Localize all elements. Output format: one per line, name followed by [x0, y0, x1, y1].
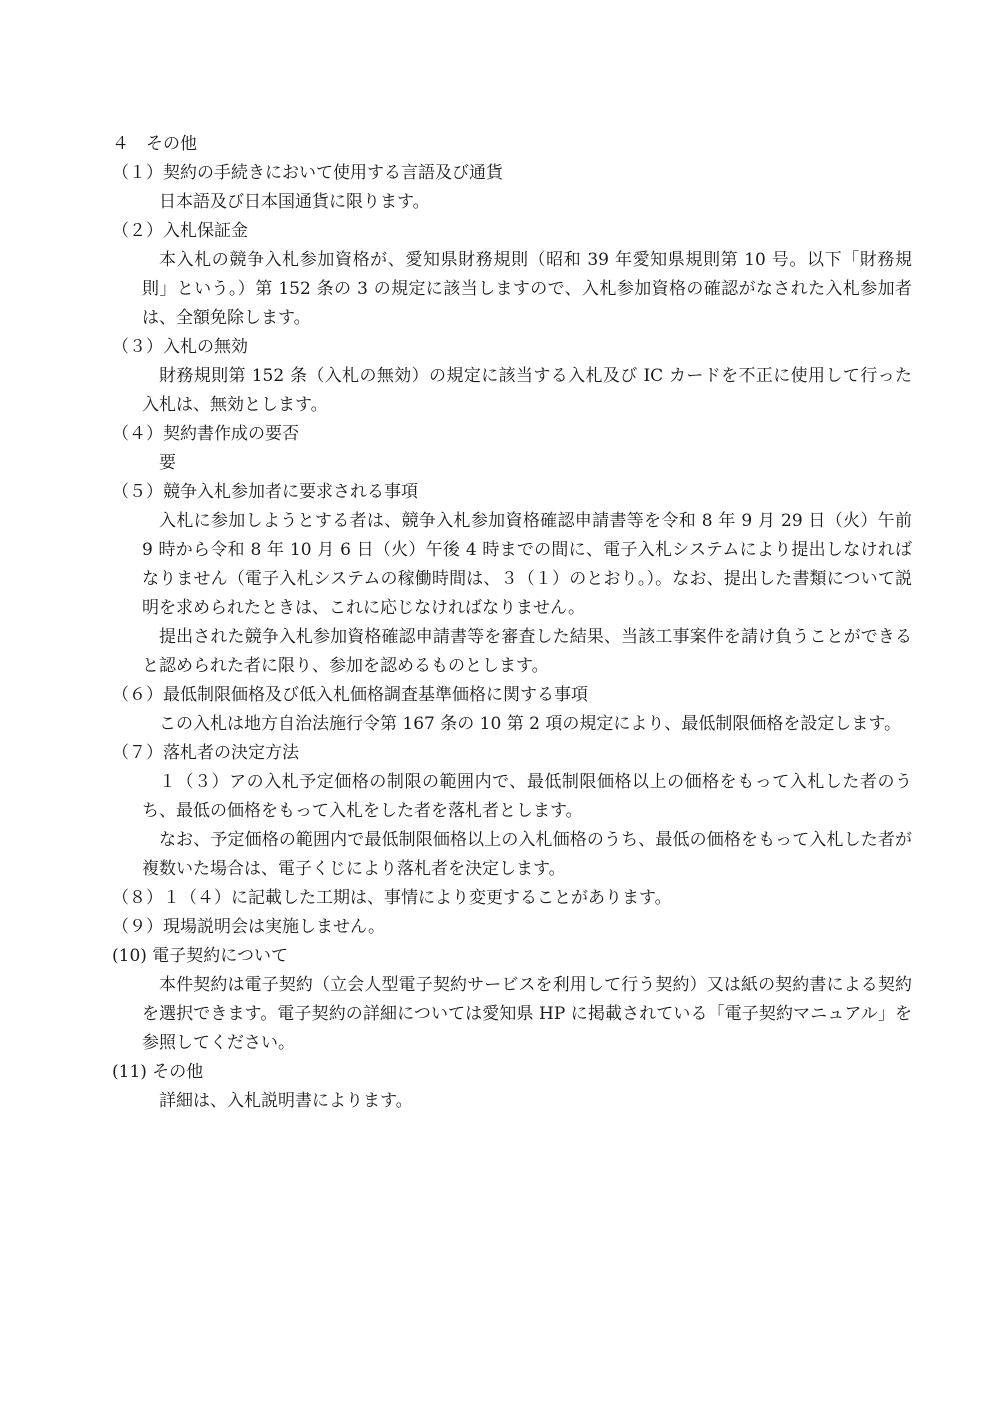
item-3	[112, 333, 912, 420]
item-heading: （６）最低制限価格及び低入札価格調査基準価格に関する事項	[112, 685, 588, 705]
item-heading: （２）入札保証金	[112, 221, 248, 241]
document-body	[112, 130, 912, 1116]
item-paragraph: 財務規則第 152 条（入札の無効）の規定に該当する入札及び IC カードを不正に使用して行った入札は、無効とします。	[142, 366, 912, 415]
item-paragraph: １（３）アの入札予定価格の制限の範囲内で、最低制限価格以上の価格をもって入札した者のうち、最低の価格をもって入札をした者を落札者とします。	[142, 772, 912, 821]
section-title: ４ その他	[112, 134, 197, 154]
item-paragraph: 日本語及び日本国通貨に限ります。	[159, 192, 430, 212]
item-heading: （５）競争入札参加者に要求される事項	[112, 482, 418, 502]
item-paragraph: 本件契約は電子契約（立会人型電子契約サービスを利用して行う契約）又は紙の契約書による契約を選択できます。電子契約の詳細については愛知県 HP に掲載されている「電子契約マニュアル」を参照してください。	[142, 975, 912, 1053]
item-heading: （４）契約書作成の要否	[112, 424, 299, 444]
item-heading: （８）１（４）に記載した工期は、事情により変更することがあります。	[112, 888, 672, 908]
item-paragraph: 入札に参加しようとする者は、競争入札参加資格確認申請書等を令和 8 年 9 月 29 日（火）午前 9 時から令和 8 年 10 月 6 日（火）午後 4 時までの間に、電子入札システムにより提出しなければなりません（電子入札システムの稼働時間は、３（１）のとおり。）。なお、提出した書類について説明を求められたときは、これに応じなければなりません。	[142, 511, 912, 618]
item-9	[112, 913, 912, 942]
item-heading: （９）現場説明会は実施しません。	[112, 917, 386, 937]
item-paragraph: 要	[159, 453, 176, 473]
item-paragraph: 詳細は、入札説明書によります。	[159, 1091, 413, 1111]
item-paragraph: なお、予定価格の範囲内で最低制限価格以上の入札価格のうち、最低の価格をもって入札した者が複数いた場合は、電子くじにより落札者を決定します。	[142, 830, 912, 879]
item-heading: （３）入札の無効	[112, 337, 248, 357]
item-10	[112, 942, 912, 1058]
item-6	[112, 681, 912, 739]
item-7	[112, 739, 912, 884]
item-paragraph: 本入札の競争入札参加資格が、愛知県財務規則（昭和 39 年愛知県規則第 10 号。以下「財務規則」という。）第 152 条の 3 の規定に該当しますので、入札参加資格の確認がなされた入札参加者は、全額免除します。	[142, 250, 912, 328]
item-paragraph: 提出された競争入札参加資格確認申請書等を審査した結果、当該工事案件を請け負うことができると認められた者に限り、参加を認めるものとします。	[142, 627, 912, 676]
item-2	[112, 217, 912, 333]
item-heading: (11) その他	[112, 1062, 204, 1082]
item-8	[112, 884, 912, 913]
item-4	[112, 420, 912, 478]
item-heading: （７）落札者の決定方法	[112, 743, 299, 763]
item-11	[112, 1058, 912, 1116]
item-heading: (10) 電子契約について	[112, 946, 288, 966]
item-5	[112, 478, 912, 681]
item-1	[112, 159, 912, 217]
item-heading: （１）契約の手続きにおいて使用する言語及び通貨	[112, 163, 503, 183]
item-paragraph: この入札は地方自治法施行令第 167 条の 10 第 2 項の規定により、最低制限価格を設定します。	[159, 714, 901, 734]
